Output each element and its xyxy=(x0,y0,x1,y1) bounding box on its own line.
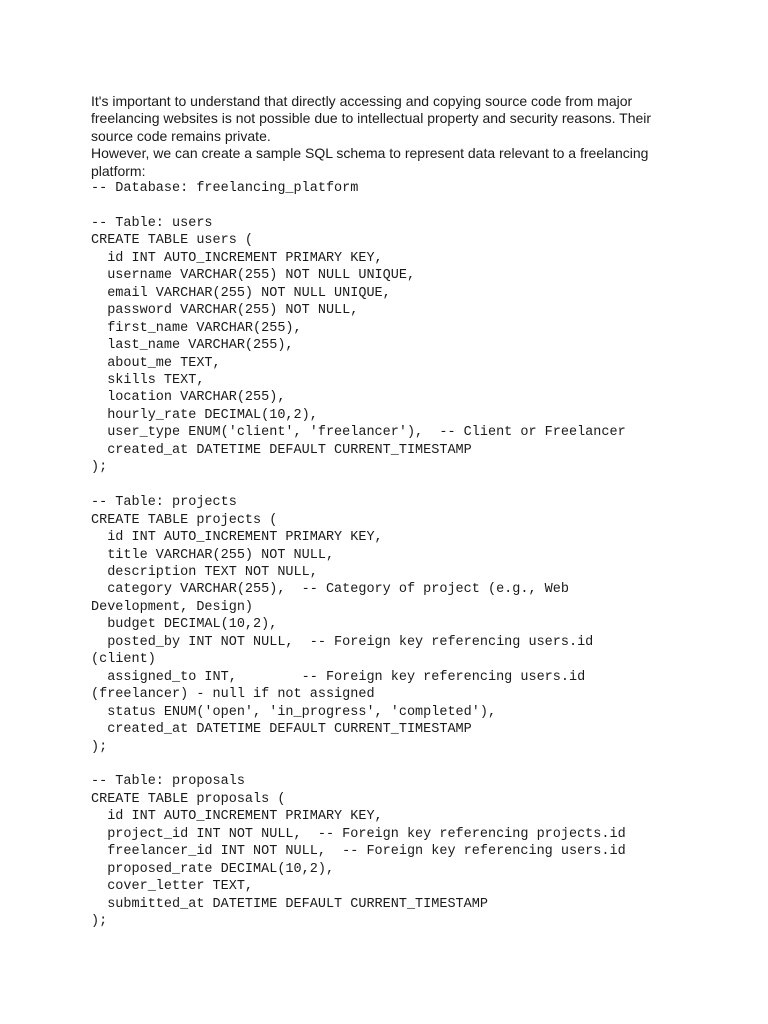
code-line: category VARCHAR(255), -- Category of project (e.g., Web xyxy=(91,582,569,598)
code-line: (client) xyxy=(91,652,156,668)
code-line: ); xyxy=(91,460,108,476)
code-line: (freelancer) - null if not assigned xyxy=(91,687,375,703)
code-line: CREATE TABLE projects ( xyxy=(91,512,278,528)
code-line: created_at DATETIME DEFAULT CURRENT_TIMESTAMP xyxy=(91,722,472,738)
code-line: status ENUM('open', 'in_progress', 'completed'), xyxy=(91,704,497,720)
code-line: Development, Design) xyxy=(91,599,254,615)
document-page xyxy=(91,93,691,930)
code-line: CREATE TABLE proposals ( xyxy=(91,791,286,807)
code-line: submitted_at DATETIME DEFAULT CURRENT_TIMESTAMP xyxy=(91,896,488,912)
code-line: email VARCHAR(255) NOT NULL UNIQUE, xyxy=(91,285,391,301)
intro-paragraph-1: It's important to understand that directly accessing and copying source code from major freelancing websites is not possible due to intellectual property and security reasons. Their source code remains private. xyxy=(91,93,652,144)
code-line: id INT AUTO_INCREMENT PRIMARY KEY, xyxy=(91,530,383,546)
code-line: -- Table: projects xyxy=(91,495,237,511)
code-line: hourly_rate DECIMAL(10,2), xyxy=(91,407,318,423)
code-line: ); xyxy=(91,739,108,755)
code-line: username VARCHAR(255) NOT NULL UNIQUE, xyxy=(91,268,416,284)
code-line: skills TEXT, xyxy=(91,373,205,388)
code-line: id INT AUTO_INCREMENT PRIMARY KEY, xyxy=(91,809,383,825)
code-line: created_at DATETIME DEFAULT CURRENT_TIMESTAMP xyxy=(91,442,472,458)
code-line: project_id INT NOT NULL, -- Foreign key referencing projects.id xyxy=(91,826,626,842)
code-line: -- Database: freelancing_platform xyxy=(91,181,359,197)
code-line: ); xyxy=(91,914,108,930)
intro-paragraph-2: However, we can create a sample SQL schema to represent data relevant to a freelancing platform: xyxy=(91,145,649,179)
code-line: cover_letter TEXT, xyxy=(91,879,254,895)
code-line: description TEXT NOT NULL, xyxy=(91,564,318,580)
code-line: assigned_to INT, -- Foreign key referencing users.id xyxy=(91,669,586,685)
code-line xyxy=(91,477,691,494)
code-line xyxy=(91,756,691,773)
code-line: CREATE TABLE users ( xyxy=(91,233,254,249)
code-line: password VARCHAR(255) NOT NULL, xyxy=(91,303,359,319)
code-line: -- Table: users xyxy=(91,215,213,231)
code-line: freelancer_id INT NOT NULL, -- Foreign key referencing users.id xyxy=(91,844,626,860)
code-line: title VARCHAR(255) NOT NULL, xyxy=(91,547,335,563)
code-line: about_me TEXT, xyxy=(91,355,221,371)
code-line xyxy=(91,197,691,214)
code-line: budget DECIMAL(10,2), xyxy=(91,617,278,633)
intro-text xyxy=(91,93,691,180)
code-line: first_name VARCHAR(255), xyxy=(91,320,302,336)
code-line: id INT AUTO_INCREMENT PRIMARY KEY, xyxy=(91,250,383,266)
code-line: posted_by INT NOT NULL, -- Foreign key referencing users.id xyxy=(91,634,594,650)
code-line: user_type ENUM('client', 'freelancer'), -- Client or Freelancer xyxy=(91,425,626,441)
sql-code-block xyxy=(91,180,691,930)
code-line: last_name VARCHAR(255), xyxy=(91,338,294,354)
code-line: proposed_rate DECIMAL(10,2), xyxy=(91,861,335,877)
code-line: location VARCHAR(255), xyxy=(91,390,286,406)
code-line: -- Table: proposals xyxy=(91,774,245,790)
